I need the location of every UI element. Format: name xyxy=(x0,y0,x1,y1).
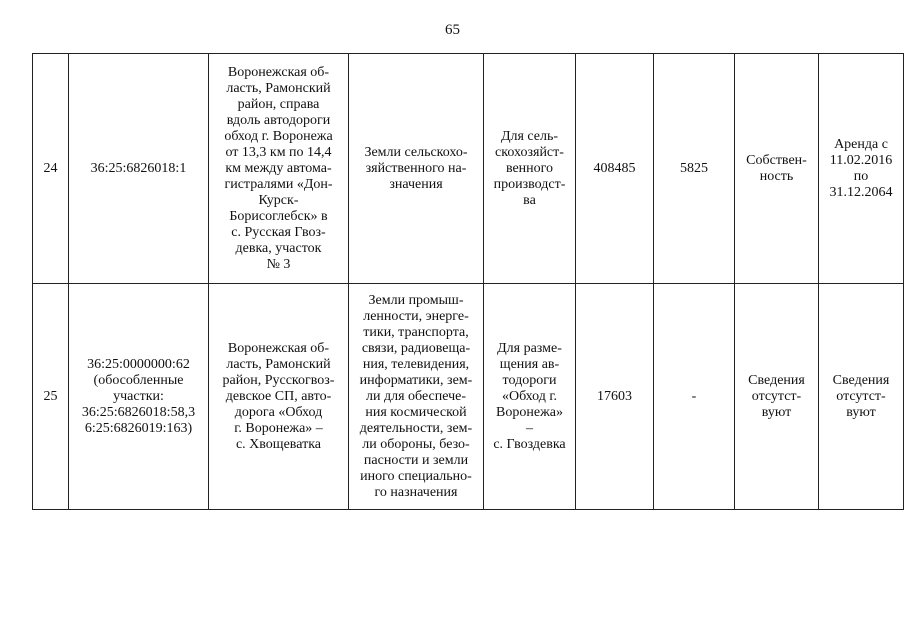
land-category-cell: Земли промыш- ленности, энерге- тики, транспорта, связи, радиовеща- ния, телевидения, информатики, зем- ли для обеспече- ния космической деятельности, зем- ли обороны, безо- пасности и земли иного специально- го назначения xyxy=(349,284,484,510)
seized-area-cell: - xyxy=(654,284,735,510)
land-registry-table xyxy=(32,53,904,510)
row-index: 25 xyxy=(33,284,69,510)
table-row xyxy=(33,284,904,510)
right-type-cell: Сведения отсутст- вуют xyxy=(735,284,819,510)
encumbrance-cell: Сведения отсутст- вуют xyxy=(819,284,904,510)
cadastral-number-cell: 36:25:6826018:1 xyxy=(69,54,209,284)
cadastral-number-cell: 36:25:0000000:62 (обособленные участки: 36:25:6826018:58,3 6:25:6826019:163) xyxy=(69,284,209,510)
row-index: 24 xyxy=(33,54,69,284)
seized-area-cell: 5825 xyxy=(654,54,735,284)
area-cell: 408485 xyxy=(576,54,654,284)
location-cell: Воронежская об- ласть, Рамонский район, Русскогвоз- девское СП, авто- дорога «Обход г. Воронежа» – с. Хвощеватка xyxy=(209,284,349,510)
permitted-use-cell: Для разме- щения ав- тодороги «Обход г. Воронежа» – с. Гвоздевка xyxy=(484,284,576,510)
permitted-use-cell: Для сель- скохозяйст- венного производст- ва xyxy=(484,54,576,284)
table-row xyxy=(33,54,904,284)
right-type-cell: Собствен- ность xyxy=(735,54,819,284)
land-category-cell: Земли сельскохо- зяйственного на- значения xyxy=(349,54,484,284)
page-number: 65 xyxy=(445,22,460,38)
area-cell: 17603 xyxy=(576,284,654,510)
encumbrance-cell: Аренда с 11.02.2016 по 31.12.2064 xyxy=(819,54,904,284)
location-cell: Воронежская об- ласть, Рамонский район, справа вдоль автодороги обход г. Воронежа от 13,3 км по 14,4 км между автома- гистралями «Дон- Курск- Борисоглебск» в с. Русская Гвоз- девка, участок № 3 xyxy=(209,54,349,284)
